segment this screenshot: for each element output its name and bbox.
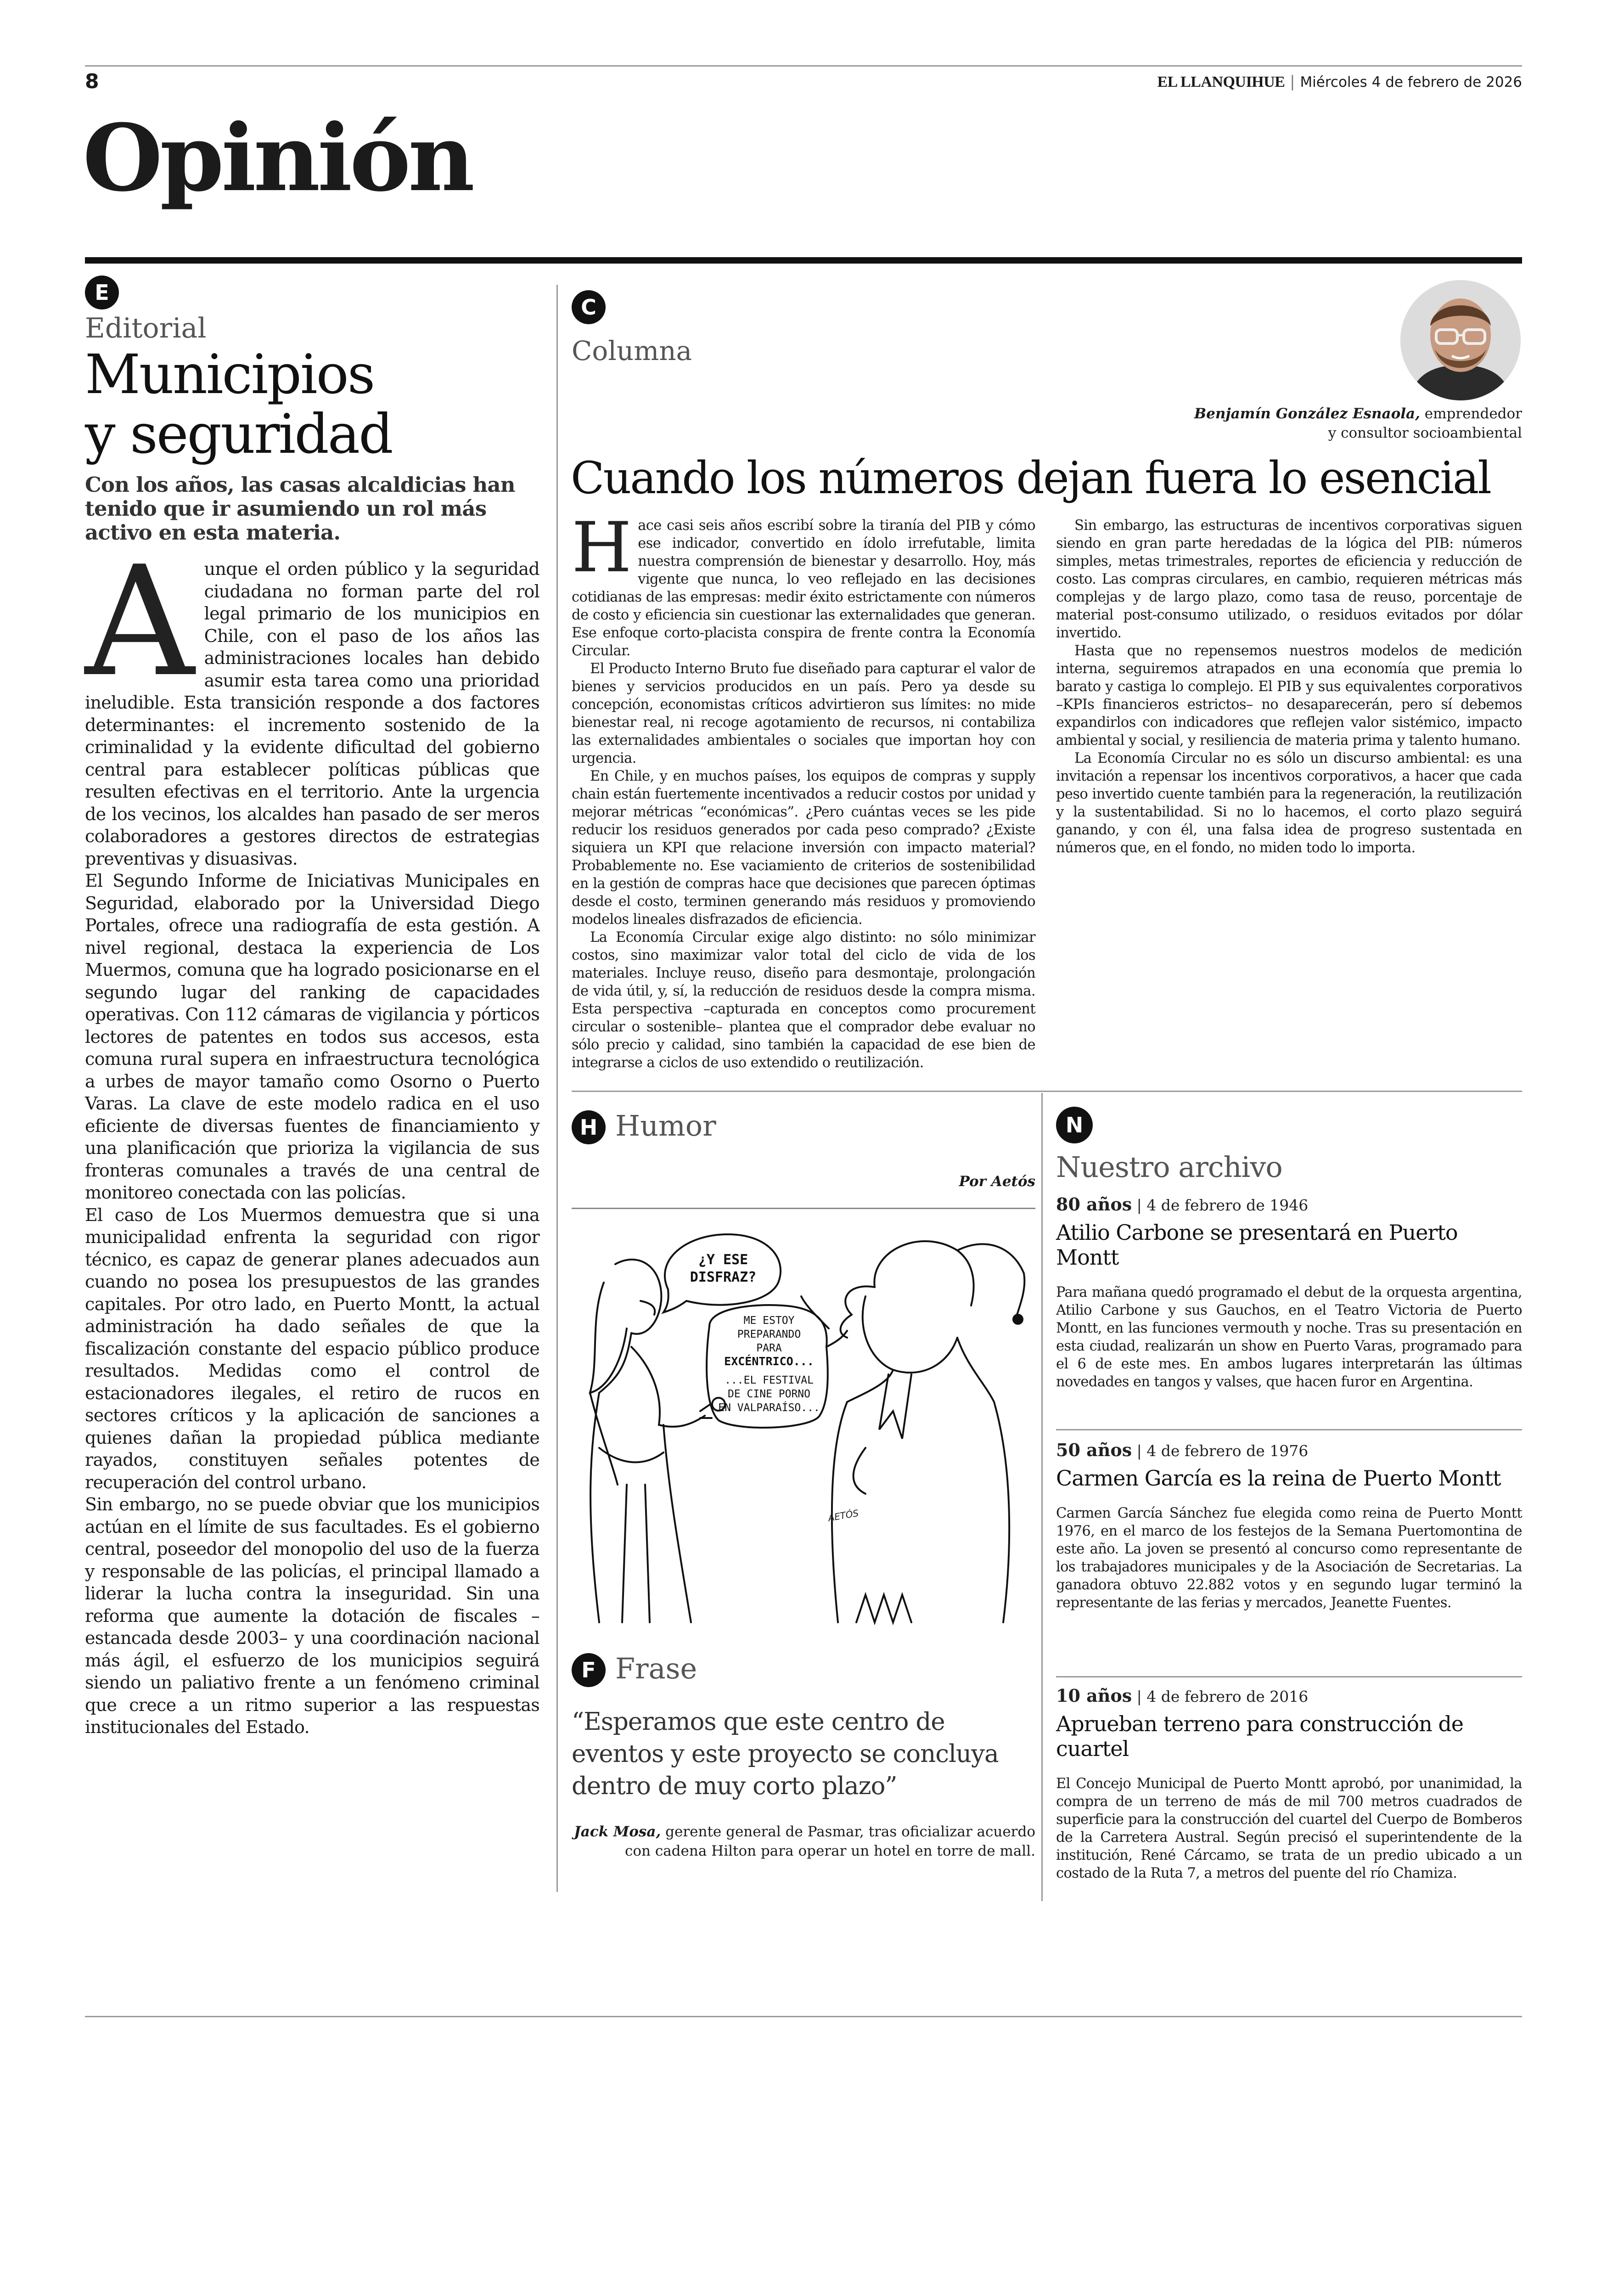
columna-paragraph-4: La Economía Circular exige algo distinto: no sólo minimizar costos, sino maximizar valor total del ciclo de vida de los materiales. Incluye reuso, diseño para desmontaje, prolongación de vida útil, y, sí, la reducción de residuos desde la compra misma. Esta perspectiva –capturada en conceptos como procurement circular o sostenible– plantea que el comprador debe evaluar no sólo precio y calidad, sino también la capacidad de ese bien de integrarse a ciclos de uso extendido o reutilización. [572, 929, 1035, 1071]
archivo-item-3-years: 10 años [1056, 1685, 1132, 1706]
author-role-2: y consultor socioambiental [1328, 425, 1522, 441]
humor-byline: Por Aetós [959, 1173, 1035, 1190]
archivo-item-1-date-text: | 4 de febrero de 1946 [1136, 1196, 1309, 1214]
columna-paragraph-5: Sin embargo, las estructuras de incentivos corporativas siguen siendo en gran parte heredadas de la lógica del PIB: números simples, metas trimestrales, reportes de eficiencia y reducción de costo. Las compras circulares, en cambio, requieren métricas más complejas y de largo plazo, como tasa de reuso, porcentaje de material post-consumo utilizado, o residuos evitados por dólar invertido. [1056, 518, 1522, 641]
editorial-paragraph-3: El caso de Los Muermos demuestra que si una municipalidad enfrenta la seguridad con rigor técnico, es capaz de generar planes adecuados aun cuando no posea los presupuestos de las grandes capitales. Por otro lado, en Puerto Montt, la actual administración ha dado señales de que la fiscalización constante del espacio público produce resultados. Medidas como el control de estacionadores ilegales, el retiro de rucos en sectores críticos y la aplicación de sanciones a quienes dañan la propiedad pública mediante rayados, constituyen señales potentes de recuperación del control urbano. [85, 1204, 539, 1492]
author-name: Benjamín González Esnaola, [1194, 405, 1420, 422]
frase-attribution-text-2: con cadena Hilton para operar un hotel en torre de mall. [624, 1843, 1035, 1859]
editorial-title-line2: y seguridad [85, 402, 392, 466]
archivo-item-2-date [1056, 1440, 1522, 1460]
archivo-item-3-title: Aprueban terreno para construcción de cuartel [1056, 1711, 1464, 1761]
masthead: EL LLANQUIHUE | Miércoles 4 de febrero de 2026 [1157, 73, 1522, 91]
cartoon-panel [572, 1208, 1035, 1636]
author-role-1: emprendedor [1424, 405, 1522, 422]
archivo-badge: N [1056, 1107, 1093, 1143]
archivo-item-3-date-text: | 4 de febrero de 2016 [1136, 1688, 1309, 1705]
bubble2-line6: DE CINE PORNO [727, 1388, 811, 1400]
editorial-body [85, 534, 539, 1739]
archivo-item-1-body: Para mañana quedó programado el debut de la orquesta argentina, Atilio Carbone y sus Gauchos, en el Teatro Victoria de Puerto Montt, en las funciones vermouth y noche. Tras su presentación en esta ciudad, realizarán un show en Puerto Varas, programado para el 6 de este mes. En ambos lugares interpretarán las últimas novedades en tangos y valses, que hacen furor en Argentina. [1056, 1284, 1522, 1390]
columna-badge: C [572, 290, 606, 324]
editorial-paragraph-2: El Segundo Informe de Iniciativas Municipales en Seguridad, elaborado por la Universidad Diego Portales, ofrece una radiografía de esta gestión. A nivel regional, destaca la experiencia de Los Muermos, comuna que ha logrado posicionarse en el segundo lugar del ranking de capacidades operativas. Con 112 cámaras de vigilancia y pórticos lectores de patentes en todos sus accesos, esta comuna rural supera en infraestructura tecnológica a urbes de mayor tamaño como Osorno o Puerto Varas. La clave de este modelo radica en el uso eficiente de diversas fuentes de financiamiento y una planificación que prioriza la vigilancia de sus fronteras comunales a través de una central de monitoreo conectada con las policías. [85, 871, 539, 1203]
frase-quote: “Esperamos que este centro de eventos y este proyecto se concluya dentro de muy corto plazo” [572, 1708, 999, 1800]
publication-name: EL LLANQUIHUE [1157, 73, 1285, 90]
editorial-title-line1: Municipios [85, 343, 374, 406]
humor-label: Humor [615, 1109, 716, 1142]
columna-title: Cuando los números dejan fuera lo esencial [571, 452, 1490, 504]
editorial-paragraph-1 [85, 534, 539, 870]
editorial-label: Editorial [85, 312, 207, 344]
archivo-item-1 [1056, 1194, 1522, 1391]
archivo-item-2-body: Carmen García Sánchez fue elegida como reina de Puerto Montt 1976, en el marco de los festejos de la Semana Puertomontina de este año. La joven se presentó al concurso como representante de los trabajadores municipales y de la Asociación de Secretarias. La ganadora obtuvo 22.882 votos y en segundo lugar terminó la representante de las ferias y mercados, Jeanette Fuentes. [1056, 1505, 1522, 1611]
frase-attribution-text-1: gerente general de Pasmar, tras oficializar acuerdo [665, 1823, 1035, 1840]
author-credit [1194, 404, 1522, 443]
column-divider-1 [556, 285, 558, 1892]
archivo-item-2 [1056, 1440, 1522, 1612]
editorial-dropcap: A [85, 534, 194, 710]
archivo-item-1-date [1056, 1194, 1522, 1215]
page-number: 8 [85, 70, 99, 93]
author-credit-line1 [1194, 404, 1522, 423]
editorial-paragraph-4: Sin embargo, no se puede obviar que los municipios actúan en el límite de sus facultades. Es el gobierno central, poseedor del monopolio del uso de la fuerza y responsable de las policías, el principal llamado a liderar la lucha contra la inseguridad. Sin una reforma que aumente la dotación de fiscales –estancada desde 2003– y una coordinación nacional más ágil, el esfuerzo de los municipios seguirá siendo un paliativo frente a un fenómeno criminal que crece a un ritmo superior a las respuestas institucionales del Estado. [85, 1494, 539, 1737]
bubble2-line2: PREPARANDO [737, 1328, 801, 1340]
editorial-subtitle: Con los años, las casas alcaldicias han tenido que ir asumiendo un rol más activo en esta materia. [85, 473, 515, 545]
bubble1-line2: DISFRAZ? [690, 1269, 757, 1285]
author-portrait-icon [1400, 280, 1521, 400]
archivo-item-1-title: Atilio Carbone se presentará en Puerto Montt [1056, 1220, 1458, 1270]
section-title: Opinión [83, 104, 472, 212]
columna-paragraph-2: El Producto Interno Bruto fue diseñado para capturar el valor de bienes y servicios producidos en un país. Pero ya desde su concepción, economistas críticos advirtieron sus límites: no mide bienestar real, ni recoge agotamiento de recursos, ni contabiliza las externalidades ambientales o sociales que importan hoy con urgencia. [572, 661, 1035, 766]
bubble2-line5: ...EL FESTIVAL [725, 1374, 814, 1386]
author-photo [1400, 280, 1521, 400]
bubble2-line1: ME ESTOY [743, 1315, 795, 1327]
cartoon-signature: AETÓS [827, 1507, 860, 1524]
columna-dropcap: H [572, 508, 632, 588]
bubble2-line4: EXCÉNTRICO... [724, 1355, 814, 1368]
archivo-divider-2 [1056, 1676, 1522, 1677]
issue-date: Miércoles 4 de febrero de 2026 [1300, 74, 1522, 90]
frase-attribution-line1 [572, 1822, 1035, 1841]
columna-body-left [572, 508, 1035, 1072]
bubble2-line7: EN VALPARAÍSO... [718, 1402, 820, 1414]
editorial-badge: E [85, 276, 119, 310]
columna-bottom-rule [572, 1091, 1522, 1092]
archivo-item-3-body: El Concejo Municipal de Puerto Montt aprobó, por unanimidad, la compra de un terreno de más de mil 700 metros cuadrados de superficie para la construcción del cuartel del Cuerpo de Bomberos de la Carretera Austral. Según precisó el superintendente de la institución, René Cárcamo, se trata de un predio ubicado a un costado de la Ruta 7, a metros del puente del río Chamiza. [1056, 1776, 1522, 1881]
bubble1-line1: ¿Y ESE [698, 1252, 748, 1268]
archivo-item-1-years: 80 años [1056, 1194, 1132, 1215]
frase-label: Frase [615, 1652, 697, 1685]
columna-paragraph-6: Hasta que no repensemos nuestros modelos de medición interna, seguiremos atrapados en una economía que premia lo barato y castiga lo complejo. El PIB y sus equivalentes corporativos –KPIs financieros estrictos– no desaparecerán, pero sí debemos expandirlos con indicadores que reflejen valor sistémico, impacto ambiental y social, y resiliencia de materia prima y talento humano. [1056, 643, 1522, 748]
editorial-title [85, 344, 392, 464]
archivo-item-3-date [1056, 1685, 1522, 1706]
archivo-item-3 [1056, 1685, 1522, 1882]
archivo-divider-1 [1056, 1429, 1522, 1430]
columna-label: Columna [572, 335, 692, 366]
frase-badge: F [572, 1653, 606, 1687]
editorial-paragraph-1-text: unque el orden público y la seguridad ciudadana no forman parte del rol legal primario de los municipios en Chile, con el paso de los años las administraciones locales han debido asumir esta tarea como una prioridad ineludible. Esta transición responde a dos factores determinantes: el incremento sostenido de la criminalidad y la evidente dificultad del gobierno central para establecer políticas públicas que resulten efectivas en el territorio. Ante la urgencia de los vecinos, los alcaldes han pasado de ser meros colaboradores a gestores directos de estrategias preventivas y disuasivas. [85, 559, 539, 869]
columna-body-right [1056, 517, 1522, 857]
archivo-item-2-title: Carmen García es la reina de Puerto Montt [1056, 1466, 1501, 1491]
top-rule [85, 65, 1522, 67]
section-rule [85, 257, 1522, 264]
humor-badge: H [572, 1110, 606, 1144]
bottom-rule [85, 2016, 1522, 2017]
columna-paragraph-1-text: ace casi seis años escribí sobre la tiranía del PIB y cómo ese indicador, convertido en ídolo irrefutable, limita nuestra comprensión de bienestar y desarrollo. Hoy, más vigente que nunca, lo veo reflejado en las decisiones cotidianas de las empresas: medir éxito estrictamente con números de costo y eficiencia sin cuestionar las externalidades que generan. Ese enfoque corto-placista conspira de frente contra la Economía Circular. [572, 518, 1035, 659]
archivo-item-2-years: 50 años [1056, 1440, 1132, 1460]
cartoon-drawing-icon [572, 1209, 1035, 1636]
columna-paragraph-1 [572, 508, 1035, 660]
bubble2-line3: PARA [756, 1342, 782, 1354]
columna-paragraph-3: En Chile, y en muchos países, los equipos de compras y supply chain están fuertemente incentivados a reducir costos por unidad y mejorar métricas “económicas”. ¿Pero cuántas veces se les pide reducir los residuos generados por cada peso comprado? ¿Existe siquiera un KPI que relacione inversión con impacto material? Probablemente no. Ese vaciamiento de criterios de sostenibilidad en la gestión de compras hace que decisiones que parecen óptimas desde el costo, terminen generando más residuos y promoviendo modelos lineales disfrazados de eficiencia. [572, 768, 1035, 928]
columna-paragraph-7: La Economía Circular no es sólo un discurso ambiental: es una invitación a repensar los incentivos corporativos, a hacer que cada peso invertido cuente también para la regeneración, la reutilización y la sustentabilidad. Si no lo hacemos, el corto plazo seguirá ganando, y con él, una falsa idea de progreso sustentada en números que, en el fondo, no miden todo lo importa. [1056, 750, 1522, 856]
frase-author: Jack Mosa, [574, 1823, 661, 1840]
archivo-item-2-date-text: | 4 de febrero de 1976 [1136, 1442, 1309, 1460]
frase-attribution [572, 1822, 1035, 1861]
column-divider-2 [1041, 1093, 1043, 1901]
archivo-label: Nuestro archivo [1056, 1150, 1282, 1184]
